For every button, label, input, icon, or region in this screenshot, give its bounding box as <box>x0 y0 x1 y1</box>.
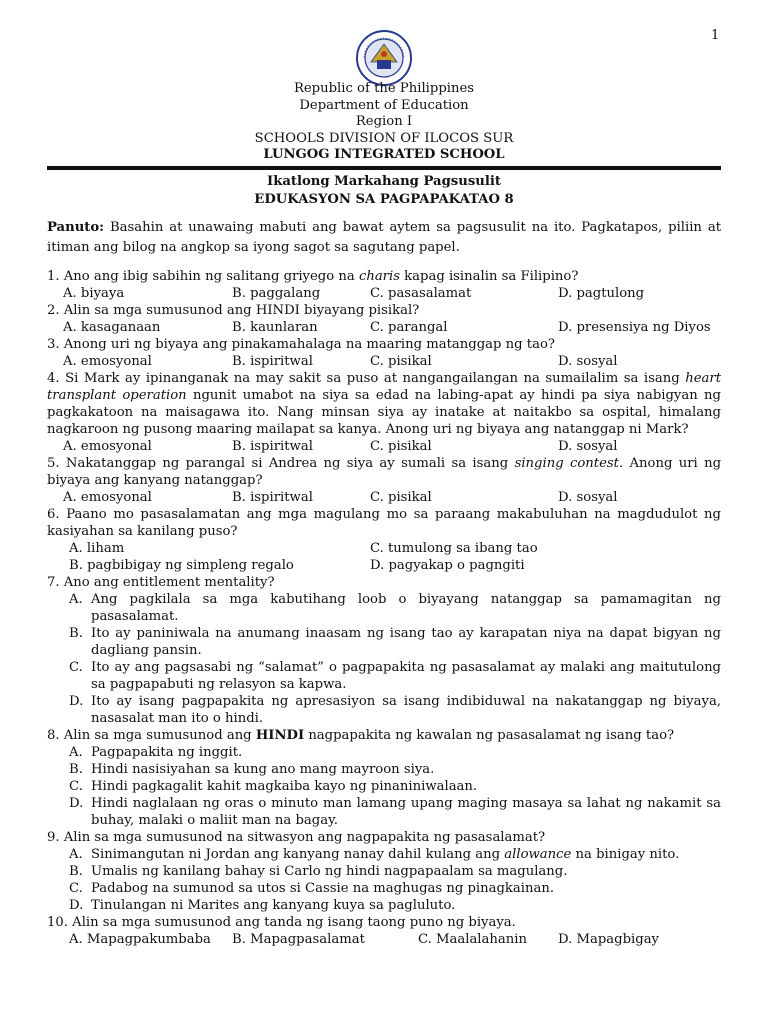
letterhead-department: Department of Education <box>299 97 469 113</box>
option-letter: A. <box>69 592 83 607</box>
option-a: A. emosyonal <box>63 354 152 369</box>
question-2-options <box>47 319 721 336</box>
question-3-options <box>47 353 721 370</box>
question-8-text: 8. Alin sa mga sumusunod ang <box>47 728 256 743</box>
question-6-options-row-1 <box>47 540 721 557</box>
option-text <box>91 846 721 863</box>
option-b: B. paggalang <box>232 286 321 301</box>
option-d: D. pagyakap o pagngiti <box>370 558 525 573</box>
option-d: D. Mapagbigay <box>558 932 660 947</box>
option-d: D. pagtulong <box>558 286 645 301</box>
question-5-text-end: . Anong uri ng biyaya ang kanyang natanggap? <box>47 456 722 488</box>
option-b <box>47 761 721 778</box>
option-text: Ang pagkilala sa mga kabutihang loob o biyayang natanggap sa pamamagitan ng pasasalamat. <box>91 592 721 624</box>
option-c: C. pisikal <box>370 439 432 454</box>
option-text: Hindi naglalaan ng oras o minuto man lamang upang maging masaya sa lahat ng nakamit sa buhay, malaki o maliit man na bagay. <box>91 796 721 828</box>
instructions-text: Basahin at unawaing mabuti ang bawat aytem sa pagsusulit na ito. Pagkatapos, piliin at itiman ang bilog na angkop sa iyong sagot sa sagutang papel. <box>47 220 721 255</box>
option-d: D. sosyal <box>558 490 618 505</box>
option-b: B. ispiritwal <box>232 490 313 505</box>
option-letter: B. <box>69 762 83 777</box>
option-c: C. pisikal <box>370 490 432 505</box>
option-c: C. pisikal <box>370 354 432 369</box>
option-a <box>47 591 721 625</box>
letterhead-republic: Republic of the Philippines <box>293 81 475 96</box>
option-d: D. sosyal <box>558 439 618 454</box>
option-d <box>47 897 721 914</box>
option-a: A. liham <box>69 541 125 556</box>
test-heading <box>0 173 768 209</box>
option-d <box>47 795 721 829</box>
question-1 <box>47 268 721 285</box>
option-text: Hindi pagkagalit kahit magkaiba kayo ng pinaniniwalaan. <box>91 779 478 794</box>
option-b: B. pagbibigay ng simpleng regalo <box>69 558 294 573</box>
option-letter: D. <box>69 898 84 913</box>
option-a: A. kasaganaan <box>63 320 161 335</box>
option-b <box>47 625 721 659</box>
option-a: A. Mapagpakumbaba <box>69 932 211 947</box>
question-10-options <box>47 931 721 948</box>
option-text: Tinulangan ni Marites ang kanyang kuya sa pagluluto. <box>91 898 456 913</box>
question-7: 7. Ano ang entitlement mentality? <box>47 575 275 590</box>
option-text: Ito ay paniniwala na anumang inaasam ng isang tao ay karapatan niya na dapat bigyan ng dagliang pansin. <box>91 626 721 658</box>
question-4-text-end: ngunit umabot na siya sa edad na labing-apat ay hindi pa siya nabigyan ng pagkakatoon na maisagawa ito. Nang minsan siya ay inatake at naitakbo sa ospital, himalang nagkaroon ng pusong maaring mailapat sa kanya. Anong uri ng biyaya ang natanggap ni Mark? <box>47 388 721 437</box>
page-number: 1 <box>711 28 720 43</box>
option-a: A. biyaya <box>63 286 125 301</box>
option-text-end: na binigay nito. <box>571 847 680 862</box>
test-title: Ikatlong Markahang Pagsusulit <box>267 174 501 189</box>
question-2: 2. Alin sa mga sumusunod ang HINDI biyayang pisikal? <box>47 303 420 318</box>
option-text: Ito ay isang pagpapakita ng apresasiyon sa isang indibiduwal na nakatanggap ng biyaya, nasasalat man ito o hindi. <box>91 694 721 726</box>
question-8-text-end: nagpapakita ng kawalan ng pasasalamat ng isang tao? <box>304 728 675 743</box>
question-list <box>47 268 721 948</box>
option-text: Umalis ng kanilang bahay si Carlo ng hindi nagpapaalam sa magulang. <box>91 864 568 879</box>
option-letter: C. <box>69 660 83 675</box>
option-a <box>47 744 721 761</box>
letterhead-region: Region I <box>355 114 413 130</box>
question-3: 3. Anong uri ng biyaya ang pinakamahalaga na maaring matanggap ng tao? <box>47 337 555 352</box>
question-5-options <box>47 489 721 506</box>
question-1-options <box>47 285 721 302</box>
option-letter: A. <box>69 745 83 760</box>
option-a: A. emosyonal <box>63 439 152 454</box>
option-letter: C. <box>69 779 83 794</box>
option-d: D. sosyal <box>558 354 618 369</box>
option-d <box>47 693 721 727</box>
option-letter: B. <box>69 864 83 879</box>
option-emphasis: allowance <box>504 847 572 862</box>
question-9: 9. Alin sa mga sumusunod na sitwasyon ang nagpapakita ng pasasalamat? <box>47 830 546 845</box>
option-b <box>47 863 721 880</box>
option-a: A. emosyonal <box>63 490 152 505</box>
option-text: Padabog na sumunod sa utos si Cassie na maghugas ng pinagkainan. <box>91 881 555 896</box>
letterhead <box>0 81 768 164</box>
letterhead-school: LUNGOG INTEGRATED SCHOOL <box>263 147 505 163</box>
letterhead-division: SCHOOLS DIVISION OF ILOCOS SUR <box>254 130 514 146</box>
option-c: C. Maalalahanin <box>418 932 527 947</box>
question-4-emphasis: heart transplant operation <box>47 371 721 403</box>
option-b: B. ispiritwal <box>232 439 313 454</box>
instructions <box>47 218 721 258</box>
question-5-emphasis: singing contest <box>514 456 619 471</box>
option-letter: A. <box>69 847 83 862</box>
deped-seal-logo <box>356 30 412 86</box>
question-8 <box>47 727 721 744</box>
question-6-options-row-2 <box>47 557 721 574</box>
question-5-text: 5. Nakatanggap ng parangal si Andrea ng siya ay sumali sa isang <box>47 456 515 471</box>
option-letter: D. <box>69 796 84 811</box>
option-letter: C. <box>69 881 83 896</box>
question-1-text-end: kapag isinalin sa Filipino? <box>399 269 579 284</box>
option-b: B. kaunlaran <box>232 320 318 335</box>
question-1-emphasis: charis <box>358 269 400 284</box>
option-text: Pagpapakita ng inggit. <box>91 745 243 760</box>
option-letter: B. <box>69 626 83 641</box>
option-text: Hindi nasisiyahan sa kung ano mang mayroon siya. <box>91 762 435 777</box>
header-divider <box>47 166 721 170</box>
question-10: 10. Alin sa mga sumusunod ang tanda ng isang taong puno ng biyaya. <box>47 915 516 930</box>
option-c <box>47 778 721 795</box>
option-text: Ito ay ang pagsasabi ng “salamat” o pagpapakita ng pasasalamat ay malaki ang maitutulong sa pagpapabuti ng relasyon sa kapwa. <box>91 660 721 692</box>
option-c: C. tumulong sa ibang tao <box>370 541 538 556</box>
option-c <box>47 659 721 693</box>
question-6: 6. Paano mo pasasalamatan ang mga magulang mo sa paraang makabuluhan na magdudulot ng kasiyahan sa kanilang puso? <box>47 507 721 539</box>
option-b: B. ispiritwal <box>232 354 313 369</box>
question-4-text: 4. Si Mark ay ipinanganak na may sakit sa puso at nangangailangan na sumailalim sa isang <box>47 371 686 386</box>
option-d: D. presensiya ng Diyos <box>558 320 711 335</box>
option-c <box>47 880 721 897</box>
question-8-emphasis: HINDI <box>255 728 305 743</box>
option-a <box>47 846 721 863</box>
option-text-start: Sinimangutan ni Jordan ang kanyang nanay dahil kulang ang <box>91 847 505 862</box>
option-c: C. pasasalamat <box>370 286 472 301</box>
question-5 <box>47 455 721 489</box>
question-4-options <box>47 438 721 455</box>
question-4 <box>47 370 721 438</box>
option-letter: D. <box>69 694 84 709</box>
test-subject: EDUKASYON SA PAGPAPAKATAO 8 <box>254 192 514 207</box>
option-c: C. parangal <box>370 320 448 335</box>
question-1-text: 1. Ano ang ibig sabihin ng salitang griyego na <box>47 269 359 284</box>
instructions-label: Panuto: <box>47 220 105 235</box>
option-b: B. Mapagpasalamat <box>232 932 365 947</box>
